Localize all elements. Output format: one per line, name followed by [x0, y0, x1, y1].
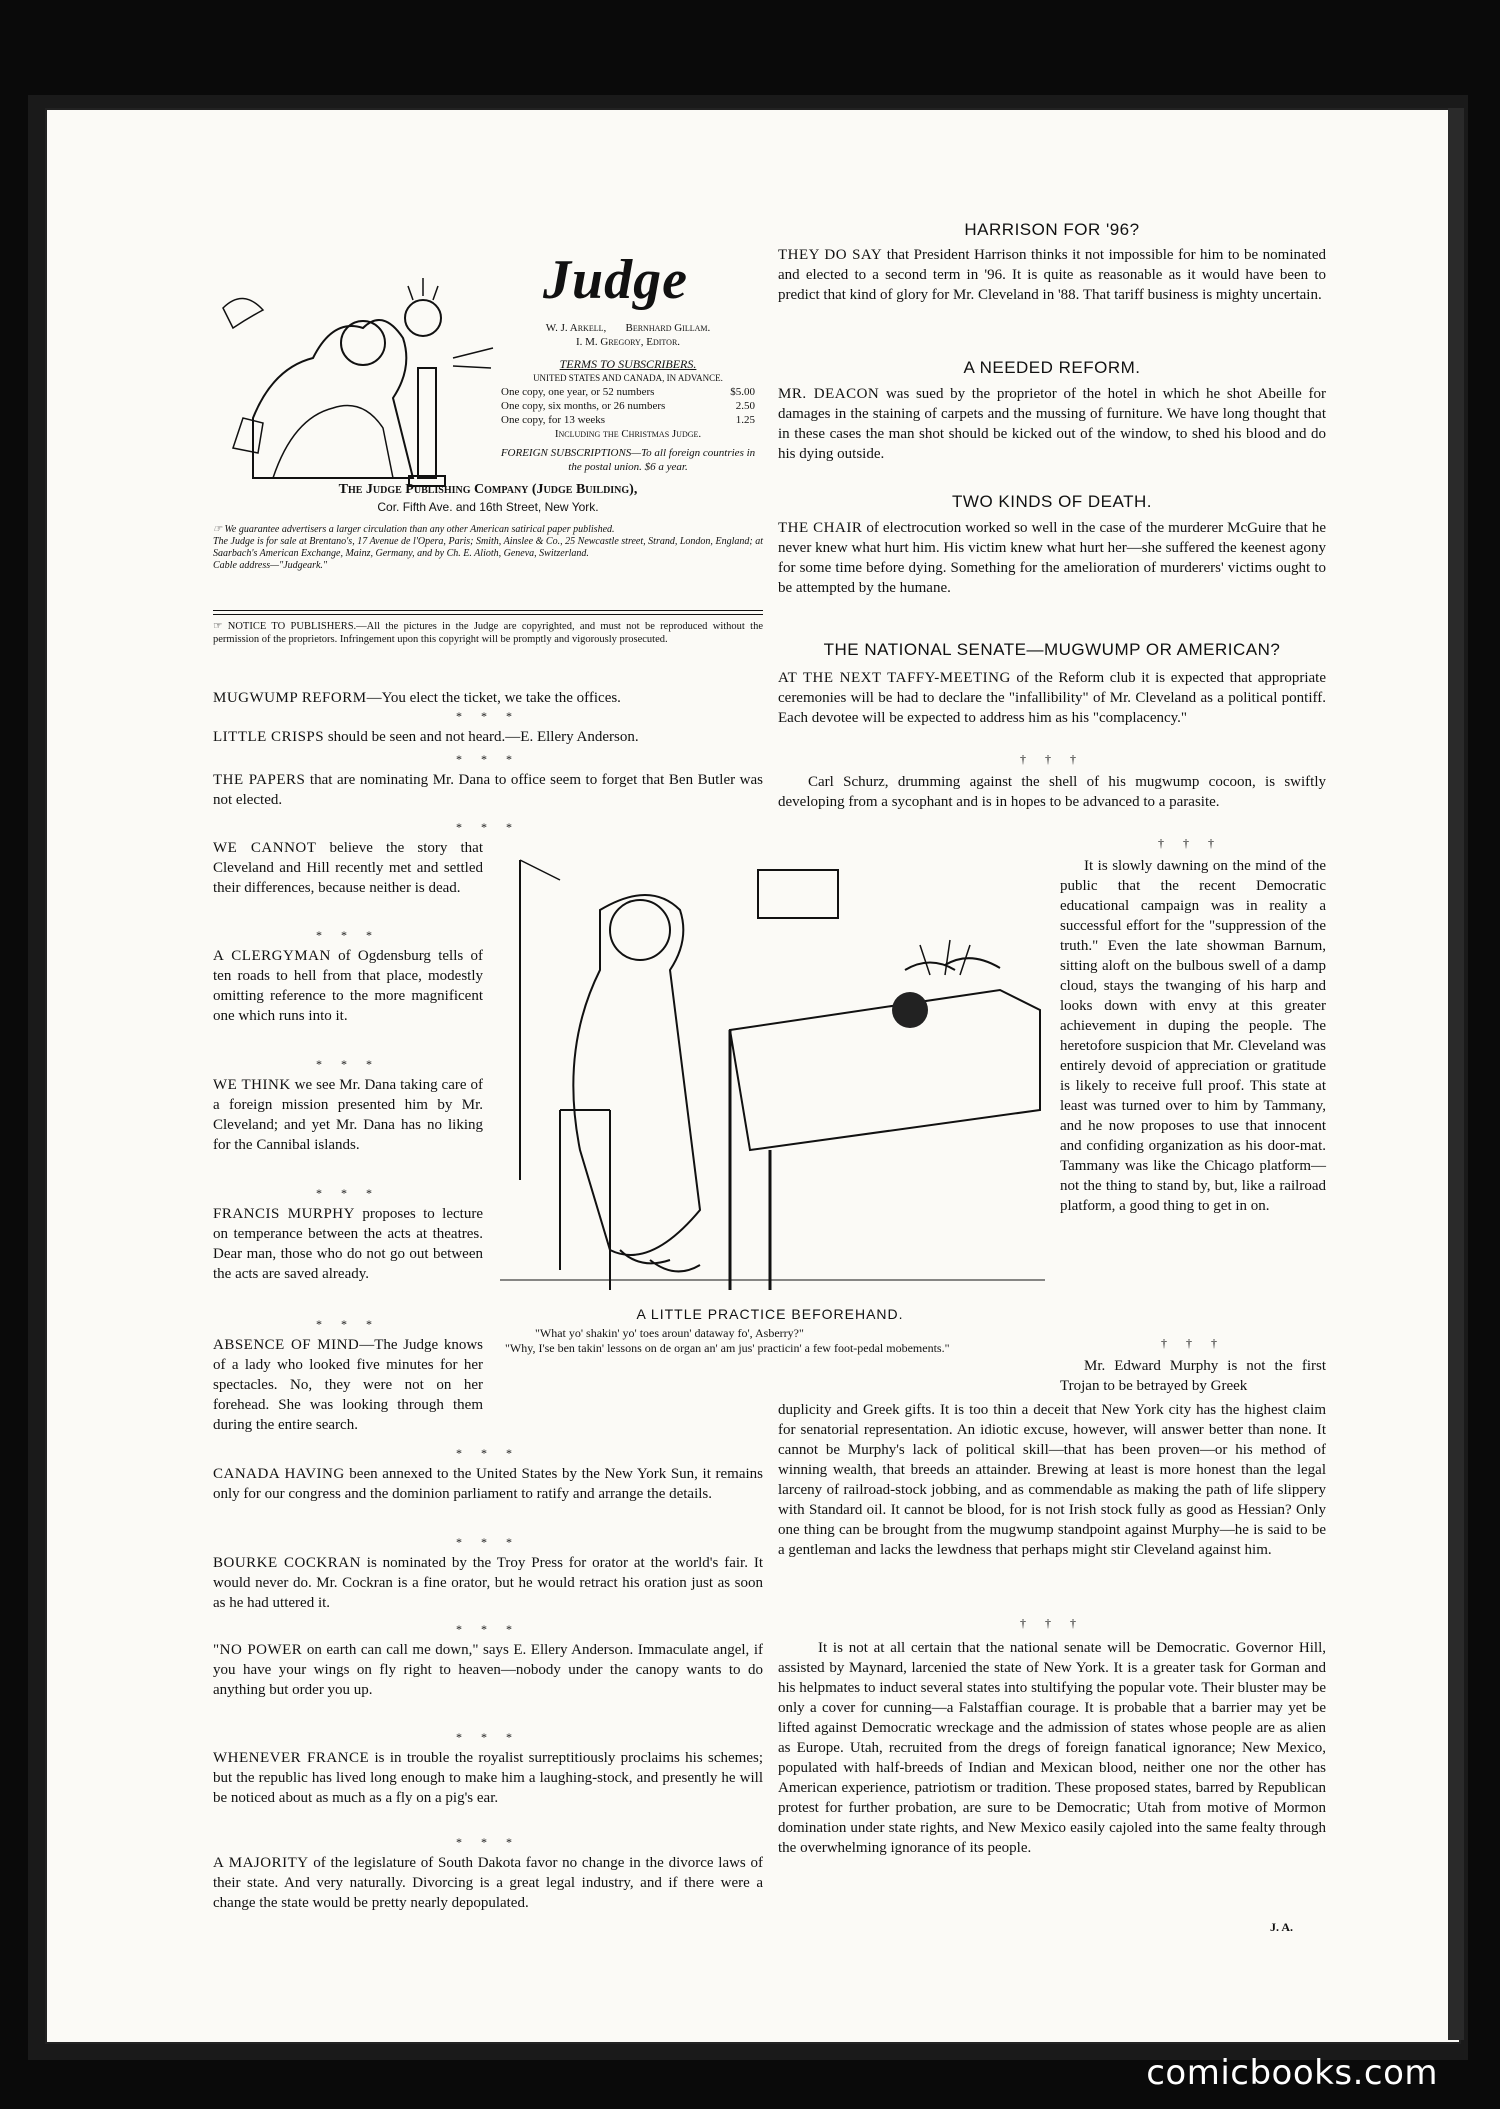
judge-mascot-illustration [213, 248, 498, 493]
lead-text: BOURKE COCKRAN [213, 1555, 361, 1571]
terms-note: Including the Christmas Judge. [554, 428, 702, 440]
terms-price: 2.50 [735, 400, 755, 412]
foreign-subscriptions: FOREIGN SUBSCRIPTIONS—To all foreign countries in the postal union. $6 a year. [500, 447, 756, 473]
lead-text: ABSENCE OF MIND [213, 1337, 360, 1353]
lead-text: "NO POWER [213, 1642, 303, 1658]
terms-price: 1.25 [735, 414, 755, 426]
binding-gutter [1448, 108, 1464, 2040]
body-text: should be seen and not heard.—E. Ellery Anderson. [324, 729, 639, 745]
heading-senate: THE NATIONAL SENATE—MUGWUMP OR AMERICAN? [823, 640, 1281, 659]
lead-text: FRANCIS MURPHY [213, 1206, 355, 1222]
terms-label: One copy, one year, or 52 numbers [501, 386, 655, 398]
terms-heading: TERMS TO SUBSCRIBERS. [559, 357, 697, 371]
body-text: that are nominating Mr. Dana to office seem to forget that Ben Butler was not elected. [213, 772, 763, 808]
divider [213, 614, 763, 615]
article-harrison [778, 245, 1326, 305]
terms-subheading: UNITED STATES AND CANADA, IN ADVANCE. [533, 373, 723, 383]
staff-block [493, 321, 763, 474]
paragraph-murphy-start: Mr. Edward Murphy is not the first Trojan to be betrayed by Greek [1060, 1358, 1326, 1394]
body-text: —You elect the ticket, we take the offices. [366, 690, 621, 706]
body-text: we see Mr. Dana taking care of a foreign mission presented him by Mr. Cleveland; and yet Mr. Dana has no liking for the Cannibal islands. [213, 1077, 483, 1153]
cartoon-title: A LITTLE PRACTICE BEFOREHAND. [636, 1306, 904, 1322]
staff-line-2: I. M. Gregory, Editor. [575, 336, 681, 348]
lead-text: A MAJORITY [213, 1855, 309, 1871]
left-item [213, 946, 483, 1026]
body-text: proposes to lecture on temperance between the acts at theatres. Dear man, those who do not go out between the acts are saved already. [213, 1206, 483, 1282]
separator: * * * [456, 752, 520, 766]
left-item [213, 1553, 763, 1613]
separator: * * * [316, 928, 380, 942]
body-text: of the Reform club it is expected that appropriate ceremonies will be had to declare the "infallibility" of Mr. Cleveland as a political pontiff. Each devotee will be expected to address him as his "complacency." [778, 670, 1326, 726]
body-text: of the legislature of South Dakota favor no change in the divorce laws of their state. And very naturally. Divorcing is a great legal industry, and if there were a change the state would be pretty nearly depopulated. [213, 1855, 763, 1911]
separator: * * * [316, 1317, 380, 1331]
cartoon-illustration [500, 850, 1045, 1312]
left-item [213, 838, 483, 898]
separator: † † † [1158, 836, 1222, 850]
left-item [213, 1075, 483, 1155]
lead-text: LITTLE CRISPS [213, 729, 325, 745]
lead-text: THE PAPERS [213, 772, 306, 788]
body-text: is nominated by the Troy Press for orator at the world's fair. It would never do. Mr. Cockran is a fine orator, but he would retract his oration just as soon as he had uttered it. [213, 1555, 763, 1611]
left-item [213, 1204, 483, 1284]
lead-text: WHENEVER FRANCE [213, 1750, 370, 1766]
heading-death: TWO KINDS OF DEATH. [952, 492, 1152, 511]
separator: † † † [1020, 752, 1084, 766]
body-text: was sued by the proprietor of the hotel in which he shot Abeille for damages in the staining of carpets and the mussing of furniture. We have long thought that in these cases the man shot should be kicked out of the window, to shed his blood and do his dying outside. [778, 386, 1327, 462]
separator: * * * [456, 709, 520, 723]
separator: * * * [456, 1535, 520, 1549]
publisher-address: Cor. Fifth Ave. and 16th Street, New York. [377, 500, 599, 514]
article-senate [778, 668, 1326, 728]
body-text: that President Harrison thinks it not impossible for him to be nominated and elected to a second term in '96. It is quite as reasonable as it would have been to predict that kind of glory for Mr. Cleveland in '88. That tariff business is mighty uncertain. [778, 247, 1326, 303]
lead-text: CANADA HAVING [213, 1466, 345, 1482]
guarantee-text: ☞ We guarantee advertisers a larger circulation than any other American satirical paper published. [213, 524, 615, 535]
lead-text: AT THE NEXT TAFFY-MEETING [778, 670, 1011, 686]
caption-line-2: "Why, I'se ben takin' lessons on de organ an' am jus' practicin' a few foot-pedal mobements." [505, 1341, 950, 1355]
separator: * * * [456, 820, 520, 834]
cable-text: Cable address—"Judgeark." [213, 560, 328, 571]
judge-logo: Judge [543, 249, 688, 311]
separator: † † † [1161, 1336, 1225, 1350]
separator: * * * [316, 1057, 380, 1071]
publisher-notice: ☞ NOTICE TO PUBLISHERS.—All the pictures in the Judge are copyrighted, and must not be reproduced without the permission of the proprietors. Infringement upon this copyright will be promptly and vigorously prosecuted. [213, 621, 763, 645]
publisher-name: The Judge Publishing Company (Judge Building), [338, 482, 638, 497]
body-text: is in trouble the royalist surreptitiously proclaims his schemes; but the republic has lived long enough to make him a laughing-stock, and presently he will be noticed about as much as a fly on a pig's ear. [213, 1750, 763, 1806]
staff-arkell: W. J. Arkell, [545, 322, 607, 334]
article-death [778, 518, 1326, 598]
lead-text: THE CHAIR [778, 520, 863, 536]
paragraph-schurz: Carl Schurz, drumming against the shell of his mugwump cocoon, is swiftly developing from a sycophant and is in hopes to be advanced to a parasite. [778, 774, 1326, 810]
terms-row [493, 385, 763, 399]
separator: * * * [456, 1835, 520, 1849]
body-text: of electrocution worked so well in the case of the murderer McGuire that he never knew what hurt him. His victim knew what hurt her—she suffered the keenest agony for some time before dying. Something for the amelioration of murderers' victims ought to be attempted by the humane. [778, 520, 1326, 596]
body-text: been annexed to the United States by the New York Sun, it remains only for our congress and the dominion parliament to ratify and arrange the details. [213, 1466, 763, 1502]
left-item [213, 1640, 763, 1700]
lead-text: A CLERGYMAN [213, 948, 331, 964]
left-item [213, 1748, 763, 1808]
lead-text: MR. DEACON [778, 386, 880, 402]
terms-label: One copy, six months, or 26 numbers [501, 400, 666, 412]
body-text: on earth can call me down," says E. Ellery Anderson. Immaculate angel, if you have your wings on fly right to heaven—nobody under the canopy wants to do anything but order you up. [213, 1642, 763, 1698]
terms-row [493, 399, 763, 413]
article-reform [778, 384, 1326, 464]
separator: * * * [316, 1186, 380, 1200]
heading-reform: A NEEDED REFORM. [963, 358, 1141, 377]
separator: † † † [1020, 1616, 1084, 1630]
paragraph-campaign: It is slowly dawning on the mind of the public that the recent Democratic educational campaign was in reality a successful effort for the "suppression of the truth." Even the late showman Barnum, sitting aloft on the bulbous swell of a damp cloud, stays the twanging of his harp and looks down with envy at this greater achievement in duping the people. The heretofore suspicion that Mr. Cleveland was entirely devoid of appreciation or gratitude is likely to receive full proof. This state at least was turned over to him by Tammany, and he now proposes to use that innocent and confiding organization as his door-mat. Tammany was like the Chicago platform—not the thing to stand by, but, like a railroad platform, a good thing to get in on. [1060, 858, 1326, 1214]
separator: * * * [456, 1730, 520, 1744]
masthead [213, 248, 763, 645]
left-item [213, 1464, 763, 1504]
separator: * * * [456, 1446, 520, 1460]
left-item [213, 688, 763, 708]
lead-text: MUGWUMP REFORM [213, 690, 367, 706]
lead-text: WE CANNOT [213, 840, 317, 856]
heading-harrison: HARRISON FOR '96? [964, 220, 1140, 239]
left-item [213, 1853, 763, 1913]
staff-gillam: Bernhard Gillam. [625, 322, 711, 334]
lead-text: WE THINK [213, 1077, 291, 1093]
paragraph-murphy: duplicity and Greek gifts. It is too thin a deceit that New York city has the highest claim for senatorial representation. An idiotic excuse, however, will answer better than none. It cannot be Murphy's lack of political skill—that has been proven—or his method of winning wealth, that breeds an attainder. Brewing at least is more honest than the legal larceny of railroad-stock jobbing, and as commendable as making the path of life slippery with Standard oil. It cannot be blood, for is not Irish stock fully as good as Hessian? Only one thing can be brought from the mugwump standpoint against Murphy—he is said to be a gentleman and lacks the lewdness that perhaps might stir Cleveland against him. [778, 1402, 1326, 1558]
author-signature: J. A. [1270, 1920, 1294, 1934]
staff-line-1 [493, 321, 763, 335]
terms-label: One copy, for 13 weeks [501, 414, 606, 426]
left-item [213, 727, 763, 747]
lead-text: THEY DO SAY [778, 247, 883, 263]
terms-row [493, 413, 763, 427]
body-text: of Ogdensburg tells of ten roads to hell from that place, modestly omitting reference to the more magnificent one which runs into it. [213, 948, 483, 1024]
cartoon-caption [505, 1326, 1045, 1356]
caption-line-1: "What yo' shakin' yo' toes aroun' dataway fo', Asberry?" [535, 1326, 804, 1340]
watermark: comicbooks.com [1146, 2053, 1438, 2093]
divider [213, 610, 763, 611]
left-item [213, 770, 763, 810]
guarantee-note [213, 524, 763, 572]
sale-text: The Judge is for sale at Brentano's, 17 Avenue de l'Opera, Paris; Smith, Ainslee & Co., 25 Newcastle street, Strand, London, England; at Saarbach's American Exchange, Mainz, Germany, and by Ch. E. Alioth, Geneva, Switzerland. [213, 536, 763, 559]
body-text: believe the story that Cleveland and Hill recently met and settled their differences, because neither is dead. [213, 840, 483, 896]
left-item [213, 1335, 483, 1435]
paragraph-senate-outlook: It is not at all certain that the national senate will be Democratic. Governor Hill, assisted by Maynard, larcenied the state of New York. It is a greater task for Gorman and his helpmates to induct several states into stultifying the popular vote. Their bluster may be only a cover for cunning—a Falstaffian courage. It is probable that a barrier may yet be lifted against Democratic wreckage and the admission of states whose people are as alien as Europe. Utah, recruited from the dregs of foreign fanatical ignorance; New Mexico, populated with half-breeds of Indian and Mexican blood, neither one nor the other has American experience, patriotism or tradition. These proposed states, barred by Republican protest for further probation, are sure to be Democratic; Utah from motive of Mormon domination under state rights, and New Mexico easily cajoled into the same fealty through the overwhelming ignorance of its people. [778, 1640, 1326, 1856]
body-text: —The Judge knows of a lady who looked five minutes for her spectacles. No, they were not on her forehead. She was looking through them during the entire search. [213, 1337, 483, 1433]
terms-price: $5.00 [730, 386, 755, 398]
separator: * * * [456, 1622, 520, 1636]
